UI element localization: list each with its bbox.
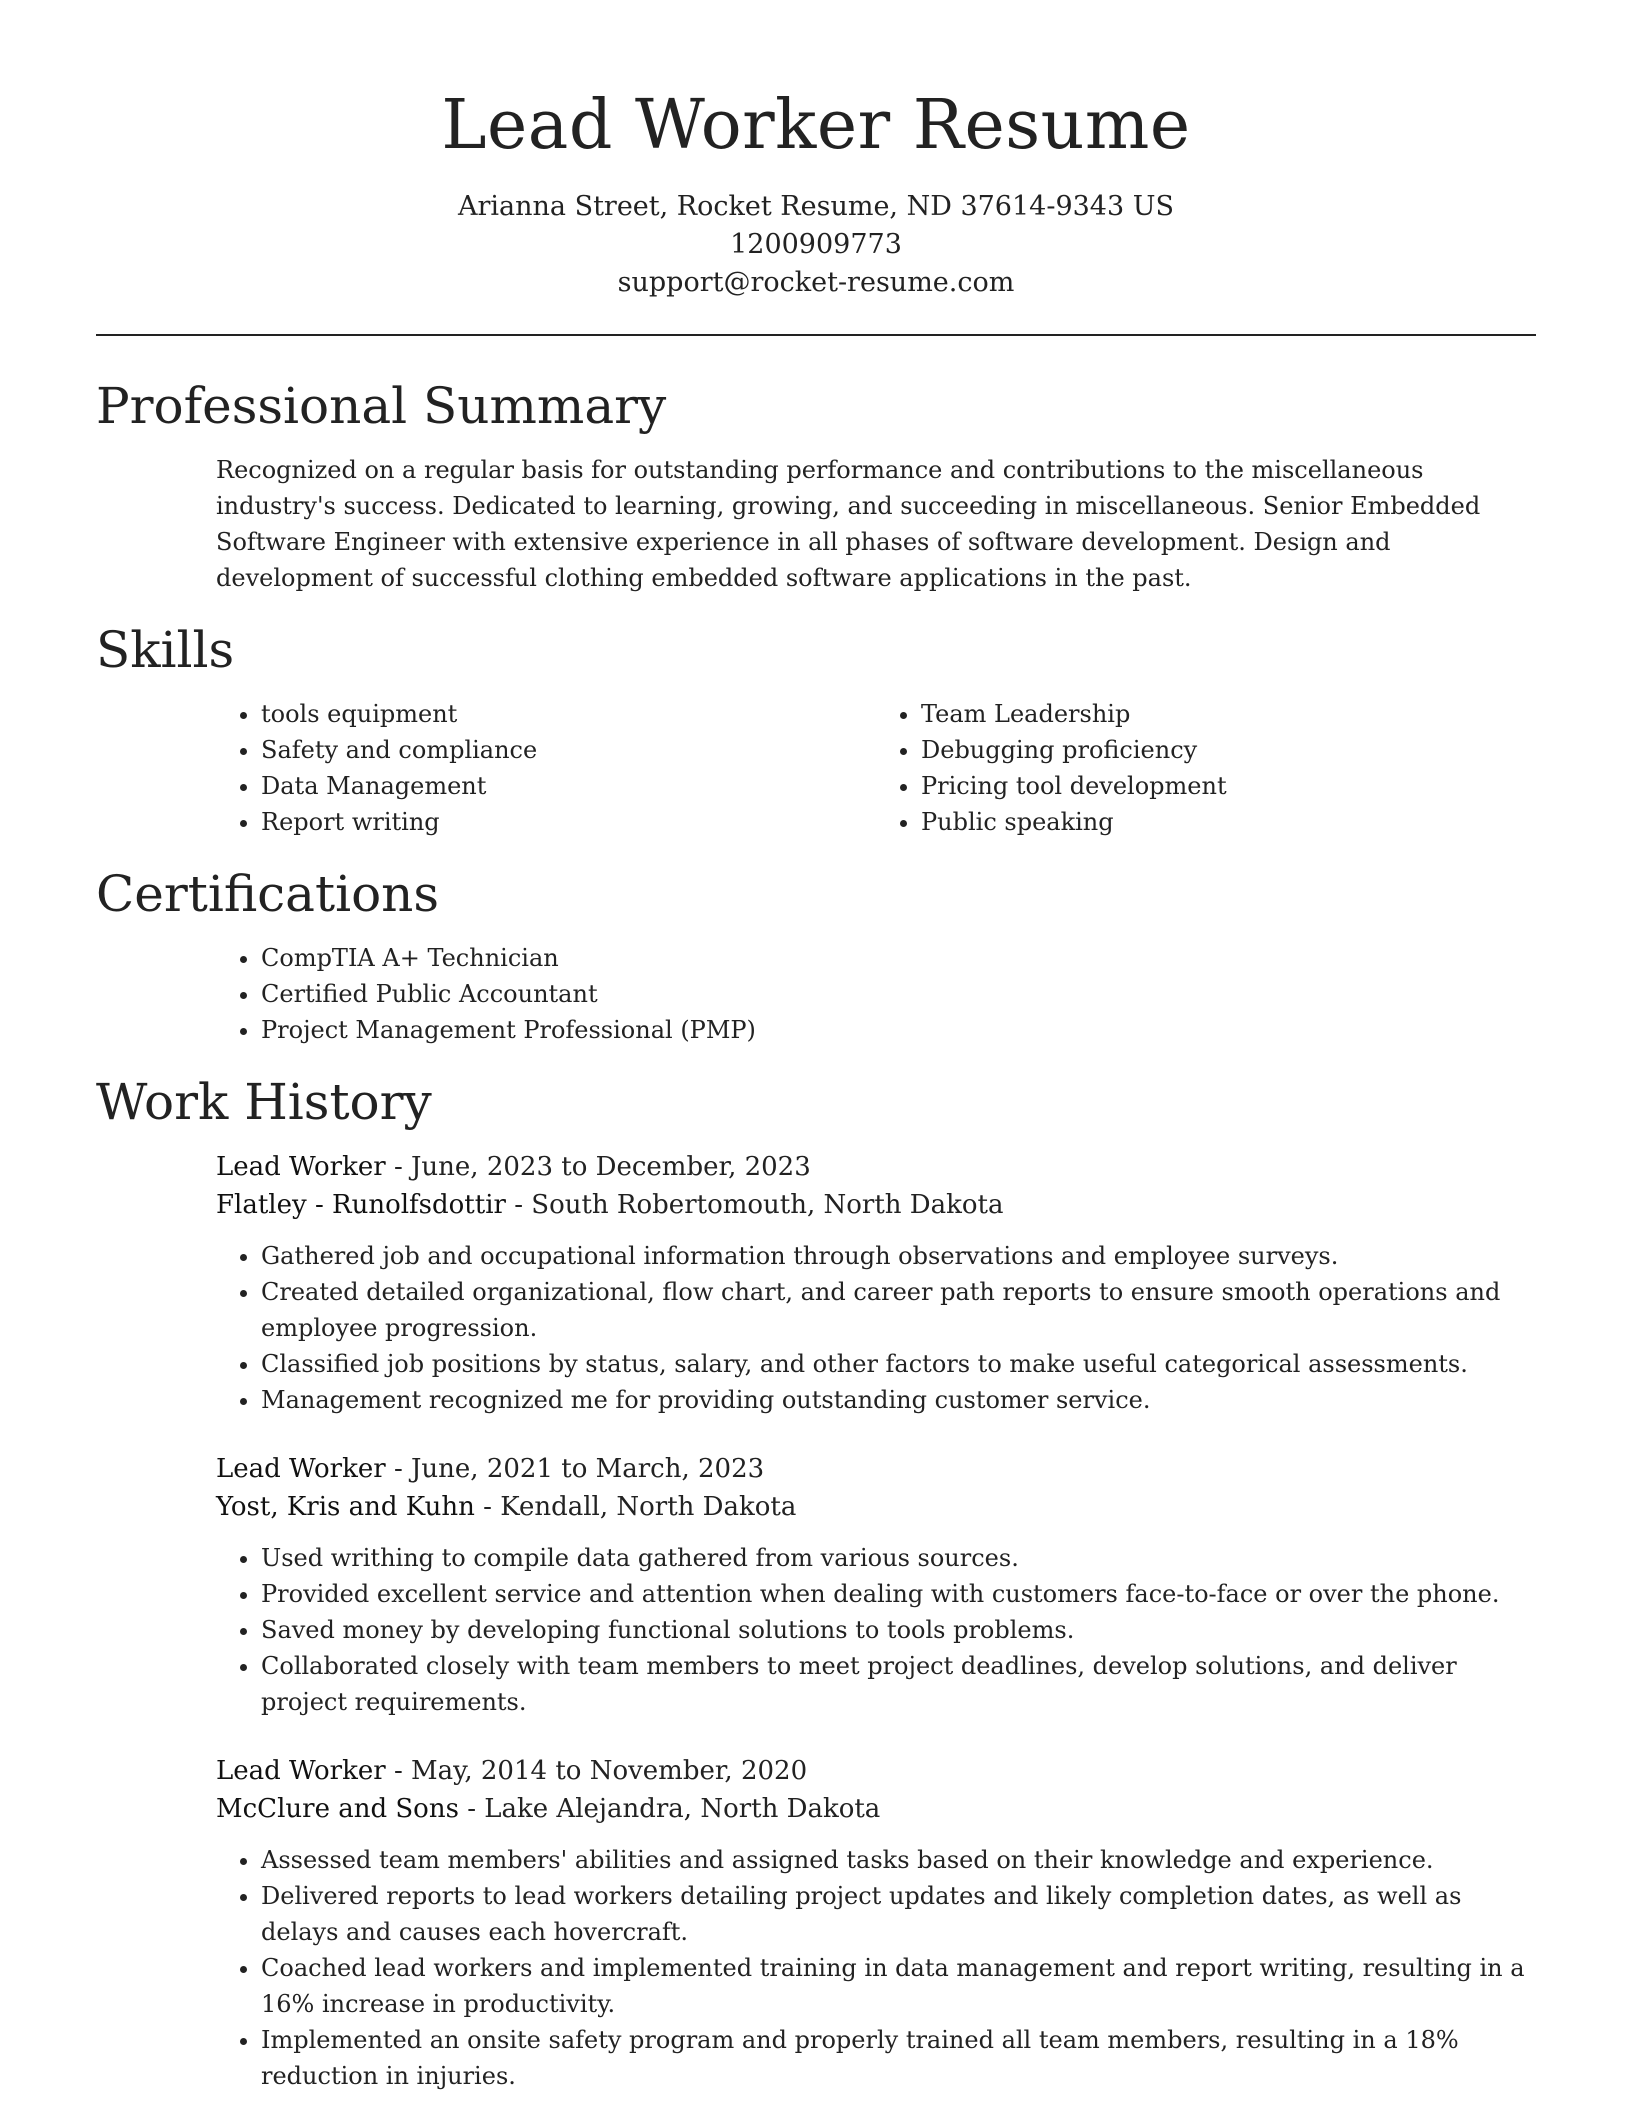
skill-item: • Debugging proficiency: [921, 732, 1536, 768]
skills-section: [0, 620, 1632, 840]
job-bullets: [216, 1842, 1536, 2094]
job-bullet: • Coached lead workers and implemented training in data management and report writing, resulting in a 16% increase in productivity.: [261, 1950, 1536, 2022]
job-company-line: [216, 1186, 1536, 1224]
job-bullet: • Used writhing to compile data gathered from various sources.: [261, 1540, 1536, 1576]
job-bullets: [216, 1238, 1536, 1418]
skills-list-left: [216, 696, 876, 840]
job-location: - South Robertomouth, North Dakota: [505, 1190, 1004, 1220]
resume-title: Lead Worker Resume: [441, 86, 1191, 165]
skill-item: • Report writing: [261, 804, 876, 840]
certifications-list: [216, 940, 1536, 1048]
job-entry: [96, 1450, 1536, 1720]
skills-heading: Skills: [96, 621, 235, 679]
work-history-section: [0, 1072, 1632, 2094]
job-entry: [96, 1148, 1536, 1418]
job-title-line: [216, 1450, 1536, 1488]
certifications-section: [0, 864, 1632, 1048]
skill-item: • Pricing tool development: [921, 768, 1536, 804]
work-history-heading: Work History: [96, 1073, 432, 1131]
skills-list-right: [876, 696, 1536, 840]
summary-heading: Professional Summary: [96, 377, 667, 435]
job-bullet: • Created detailed organizational, flow chart, and career path reports to ensure smooth operations and employee progression.: [261, 1274, 1536, 1346]
job-dates: - June, 2023 to December, 2023: [385, 1152, 811, 1182]
job-bullets: [216, 1540, 1536, 1720]
job-dates: - June, 2021 to March, 2023: [385, 1454, 765, 1484]
email-text: support@rocket-resume.com: [617, 267, 1015, 298]
job-role: Lead Worker: [216, 1152, 386, 1182]
job-role: Lead Worker: [216, 1454, 386, 1484]
summary-section: [0, 376, 1632, 596]
job-entry: [96, 1752, 1536, 2094]
skill-item: • Team Leadership: [921, 696, 1536, 732]
job-bullet: • Gathered job and occupational information through observations and employee surveys.: [261, 1238, 1536, 1274]
job-bullet: • Management recognized me for providing outstanding customer service.: [261, 1382, 1536, 1418]
job-bullet: • Collaborated closely with team members to meet project deadlines, develop solutions, and deliver project requirements.: [261, 1648, 1536, 1720]
job-location: - Lake Alejandra, North Dakota: [458, 1794, 881, 1824]
certification-item: • Project Management Professional (PMP): [261, 1012, 1536, 1048]
job-bullet: • Implemented an onsite safety program and properly trained all team members, resulting in a 18% reduction in injuries.: [261, 2022, 1536, 2094]
job-role: Lead Worker: [216, 1756, 386, 1786]
job-bullet: • Provided excellent service and attention when dealing with customers face-to-face or over the phone.: [261, 1576, 1536, 1612]
summary-paragraph: Recognized on a regular basis for outstanding performance and contributions to the miscellaneous industry's success. Dedicated to learning, growing, and succeeding in miscellaneous. Senior Embedded Software Engineer with extensive experience in all phases of software development. Design and development of successful clothing embedded software applications in the past.: [216, 456, 1481, 592]
job-title-line: [216, 1148, 1536, 1186]
job-bullet: • Assessed team members' abilities and assigned tasks based on their knowledge and experience.: [261, 1842, 1536, 1878]
contact-block: [0, 188, 1632, 302]
certification-item: • Certified Public Accountant: [261, 976, 1536, 1012]
job-company-line: [216, 1488, 1536, 1526]
skill-item: • Data Management: [261, 768, 876, 804]
job-dates: - May, 2014 to November, 2020: [385, 1756, 808, 1786]
skill-item: • Public speaking: [921, 804, 1536, 840]
job-bullet: • Delivered reports to lead workers detailing project updates and likely completion dates, as well as delays and causes each hovercraft.: [261, 1878, 1536, 1950]
job-company-line: [216, 1790, 1536, 1828]
certification-item: • CompTIA A+ Technician: [261, 940, 1536, 976]
job-location: - Kendall, North Dakota: [474, 1492, 797, 1522]
address-text: Arianna Street, Rocket Resume, ND 37614-9343 US: [457, 191, 1174, 222]
skill-item: • tools equipment: [261, 696, 876, 732]
job-company: Flatley - Runolfsdottir: [216, 1190, 506, 1220]
phone-text: 1200909773: [730, 229, 902, 260]
job-company: Yost, Kris and Kuhn: [216, 1492, 475, 1522]
job-title-line: [216, 1752, 1536, 1790]
resume-header: [0, 0, 1632, 302]
skill-item: • Safety and compliance: [261, 732, 876, 768]
certifications-heading: Certifications: [96, 865, 440, 923]
job-bullet: • Saved money by developing functional solutions to tools problems.: [261, 1612, 1536, 1648]
job-bullet: • Classified job positions by status, salary, and other factors to make useful categorical assessments.: [261, 1346, 1536, 1382]
job-company: McClure and Sons: [216, 1794, 459, 1824]
header-divider: [96, 334, 1536, 336]
